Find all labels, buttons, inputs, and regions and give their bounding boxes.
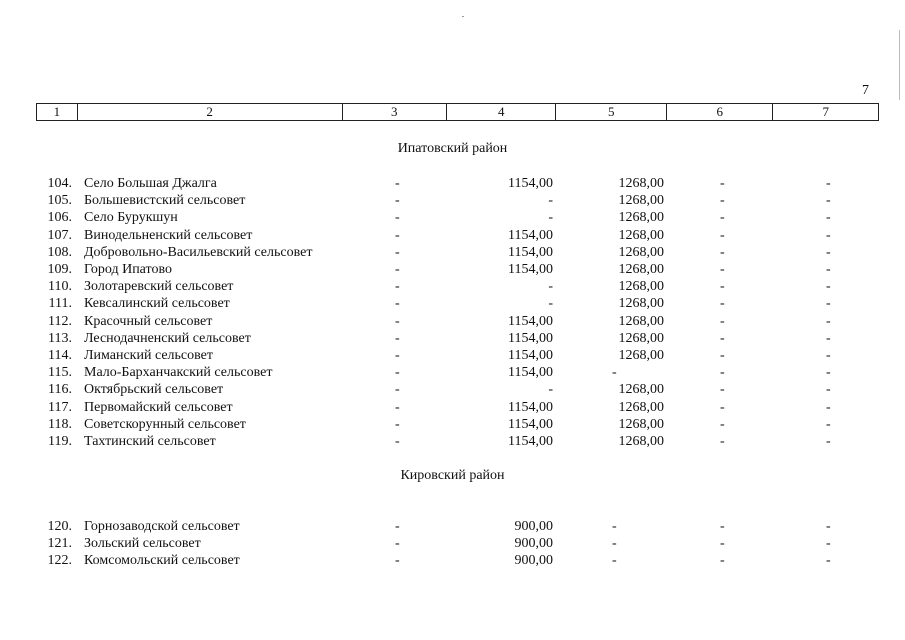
column-header-table <box>36 103 879 121</box>
row-col7-value: - <box>826 313 831 329</box>
column-header-row <box>37 104 879 121</box>
row-name: Зольский сельсовет <box>84 536 201 552</box>
row-col3-value: - <box>395 536 400 552</box>
row-number: 122. <box>47 553 72 569</box>
row-number: 104. <box>47 176 72 191</box>
row-col4-value: 1154,00 <box>508 416 553 432</box>
row-col3-value: - <box>395 210 400 226</box>
row-col7-value: - <box>826 210 831 226</box>
row-col3-value: - <box>395 330 400 346</box>
row-number: 109. <box>47 262 72 277</box>
row-number: 105. <box>47 193 72 209</box>
row-name: Село Большая Джалга <box>84 176 217 191</box>
row-name: Первомайский сельсовет <box>84 399 233 415</box>
table-row <box>0 381 905 398</box>
row-number: 119. <box>48 434 72 449</box>
table-row <box>0 416 905 433</box>
row-col4-value: 1154,00 <box>508 330 553 346</box>
table-row <box>0 175 905 192</box>
row-col7-value: - <box>826 553 831 569</box>
row-number: 116. <box>48 382 72 398</box>
row-col7-value: - <box>826 382 831 398</box>
table-row <box>0 330 905 347</box>
page-number: 7 <box>862 83 869 98</box>
row-col5-value: 1268,00 <box>618 176 664 191</box>
row-col3-value: - <box>395 296 400 312</box>
column-header-3: 3 <box>342 104 447 121</box>
row-col5-value: 1268,00 <box>618 296 664 312</box>
row-col4-value: 900,00 <box>514 519 553 534</box>
table-row <box>0 552 905 569</box>
table-row <box>0 244 905 261</box>
row-name: Леснодачненский сельсовет <box>84 330 251 346</box>
row-col6-value: - <box>720 279 725 295</box>
table-row <box>0 399 905 416</box>
table-row <box>0 364 905 381</box>
row-col5-value: 1268,00 <box>618 210 664 226</box>
row-col6-value: - <box>720 313 725 329</box>
table-row <box>0 227 905 244</box>
section-title-ipatovsky: Ипатовский район <box>397 141 508 156</box>
row-col4-value: 1154,00 <box>508 313 553 329</box>
row-col3-value: - <box>395 262 400 277</box>
row-col4-value: - <box>548 279 553 295</box>
row-number: 118. <box>48 416 72 432</box>
row-col5-value: - <box>612 553 617 569</box>
row-name: Октябрьский сельсовет <box>84 382 224 398</box>
row-col5-value: 1268,00 <box>618 399 664 415</box>
column-header-7: 7 <box>773 104 879 121</box>
row-name: Винодельненский сельсовет <box>84 227 253 243</box>
scan-edge-line <box>899 30 900 100</box>
row-name: Город Ипатово <box>84 262 172 277</box>
row-number: 113. <box>48 330 72 346</box>
row-col6-value: - <box>720 434 725 449</box>
row-col5-value: - <box>612 365 617 381</box>
row-col4-value: 1154,00 <box>508 348 553 363</box>
row-col4-value: - <box>548 193 553 209</box>
row-col6-value: - <box>720 193 725 209</box>
row-col6-value: - <box>720 210 725 226</box>
row-name: Мало-Барханчакский сельсовет <box>84 365 273 381</box>
row-name: Тахтинский сельсовет <box>84 434 216 449</box>
row-col5-value: 1268,00 <box>618 348 664 363</box>
row-number: 106. <box>47 210 72 226</box>
row-number: 117. <box>48 399 72 415</box>
row-col7-value: - <box>826 262 831 277</box>
row-col5-value: 1268,00 <box>618 262 664 277</box>
row-col5-value: 1268,00 <box>618 227 664 243</box>
row-col3-value: - <box>395 176 400 191</box>
table-row <box>0 192 905 209</box>
row-number: 107. <box>47 227 72 243</box>
row-col7-value: - <box>826 279 831 295</box>
row-col4-value: 1154,00 <box>508 244 553 260</box>
row-col4-value: 1154,00 <box>508 365 553 381</box>
row-col6-value: - <box>720 519 725 534</box>
row-col4-value: 1154,00 <box>508 434 553 449</box>
table-row <box>0 518 905 535</box>
row-number: 114. <box>48 348 72 363</box>
row-col7-value: - <box>826 365 831 381</box>
row-col5-value: 1268,00 <box>618 279 664 295</box>
row-col6-value: - <box>720 348 725 363</box>
row-col5-value: 1268,00 <box>618 382 664 398</box>
row-col6-value: - <box>720 536 725 552</box>
row-col4-value: 1154,00 <box>508 176 553 191</box>
row-col6-value: - <box>720 244 725 260</box>
row-col5-value: 1268,00 <box>618 244 664 260</box>
row-col5-value: 1268,00 <box>618 330 664 346</box>
row-number: 108. <box>47 244 72 260</box>
row-name: Горнозаводской сельсовет <box>84 519 240 534</box>
column-header-4: 4 <box>447 104 556 121</box>
column-header-1: 1 <box>37 104 78 121</box>
row-col3-value: - <box>395 519 400 534</box>
row-col6-value: - <box>720 330 725 346</box>
row-col5-value: 1268,00 <box>618 313 664 329</box>
row-col4-value: - <box>548 296 553 312</box>
row-col3-value: - <box>395 227 400 243</box>
row-name: Лиманский сельсовет <box>84 348 214 363</box>
row-col6-value: - <box>720 365 725 381</box>
row-col5-value: 1268,00 <box>618 416 664 432</box>
column-header-6: 6 <box>666 104 772 121</box>
row-col6-value: - <box>720 227 725 243</box>
table-row <box>0 433 905 450</box>
scan-artifact <box>462 16 464 17</box>
row-name: Комсомольский сельсовет <box>84 553 240 569</box>
row-col4-value: - <box>548 210 553 226</box>
row-col6-value: - <box>720 176 725 191</box>
row-col3-value: - <box>395 193 400 209</box>
row-col6-value: - <box>720 553 725 569</box>
row-col4-value: 900,00 <box>514 553 553 569</box>
table-row <box>0 295 905 312</box>
row-number: 115. <box>48 365 72 381</box>
row-col3-value: - <box>395 244 400 260</box>
row-name: Село Бурукшун <box>84 210 178 226</box>
row-col5-value: - <box>612 519 617 534</box>
row-col3-value: - <box>395 279 400 295</box>
row-col7-value: - <box>826 536 831 552</box>
column-header-5: 5 <box>556 104 666 121</box>
row-col3-value: - <box>395 416 400 432</box>
row-number: 121. <box>47 536 72 552</box>
row-name: Кевсалинский сельсовет <box>84 296 230 312</box>
row-col6-value: - <box>720 399 725 415</box>
row-col7-value: - <box>826 227 831 243</box>
row-col7-value: - <box>826 519 831 534</box>
section-title-kirovsky: Кировский район <box>400 468 505 483</box>
column-header-2: 2 <box>77 104 342 121</box>
row-col7-value: - <box>826 399 831 415</box>
row-col3-value: - <box>395 434 400 449</box>
table-row <box>0 278 905 295</box>
row-col6-value: - <box>720 296 725 312</box>
row-col7-value: - <box>826 416 831 432</box>
row-name: Добровольно-Васильевский сельсовет <box>84 244 313 260</box>
row-col4-value: - <box>548 382 553 398</box>
row-number: 120. <box>47 519 72 534</box>
row-col6-value: - <box>720 382 725 398</box>
row-col5-value: - <box>612 536 617 552</box>
table-row <box>0 535 905 552</box>
row-number: 110. <box>48 279 72 295</box>
row-col7-value: - <box>826 330 831 346</box>
row-col5-value: 1268,00 <box>618 193 664 209</box>
row-col3-value: - <box>395 553 400 569</box>
row-col7-value: - <box>826 296 831 312</box>
table-row <box>0 313 905 330</box>
row-col5-value: 1268,00 <box>618 434 664 449</box>
row-col3-value: - <box>395 313 400 329</box>
row-col6-value: - <box>720 416 725 432</box>
row-name: Золотаревский сельсовет <box>84 279 234 295</box>
row-col3-value: - <box>395 399 400 415</box>
row-col4-value: 1154,00 <box>508 227 553 243</box>
row-col4-value: 1154,00 <box>508 262 553 277</box>
row-col7-value: - <box>826 244 831 260</box>
row-col7-value: - <box>826 193 831 209</box>
row-name: Советскорунный сельсовет <box>84 416 246 432</box>
table-row <box>0 209 905 226</box>
row-name: Красочный сельсовет <box>84 313 213 329</box>
row-col7-value: - <box>826 434 831 449</box>
table-row <box>0 347 905 364</box>
row-col7-value: - <box>826 348 831 363</box>
row-col7-value: - <box>826 176 831 191</box>
table-row <box>0 261 905 278</box>
row-number: 111. <box>48 296 72 312</box>
row-col6-value: - <box>720 262 725 277</box>
row-col4-value: 1154,00 <box>508 399 553 415</box>
row-col3-value: - <box>395 365 400 381</box>
row-col3-value: - <box>395 348 400 363</box>
row-name: Большевистский сельсовет <box>84 193 246 209</box>
row-number: 112. <box>48 313 72 329</box>
row-col3-value: - <box>395 382 400 398</box>
row-col4-value: 900,00 <box>514 536 553 552</box>
